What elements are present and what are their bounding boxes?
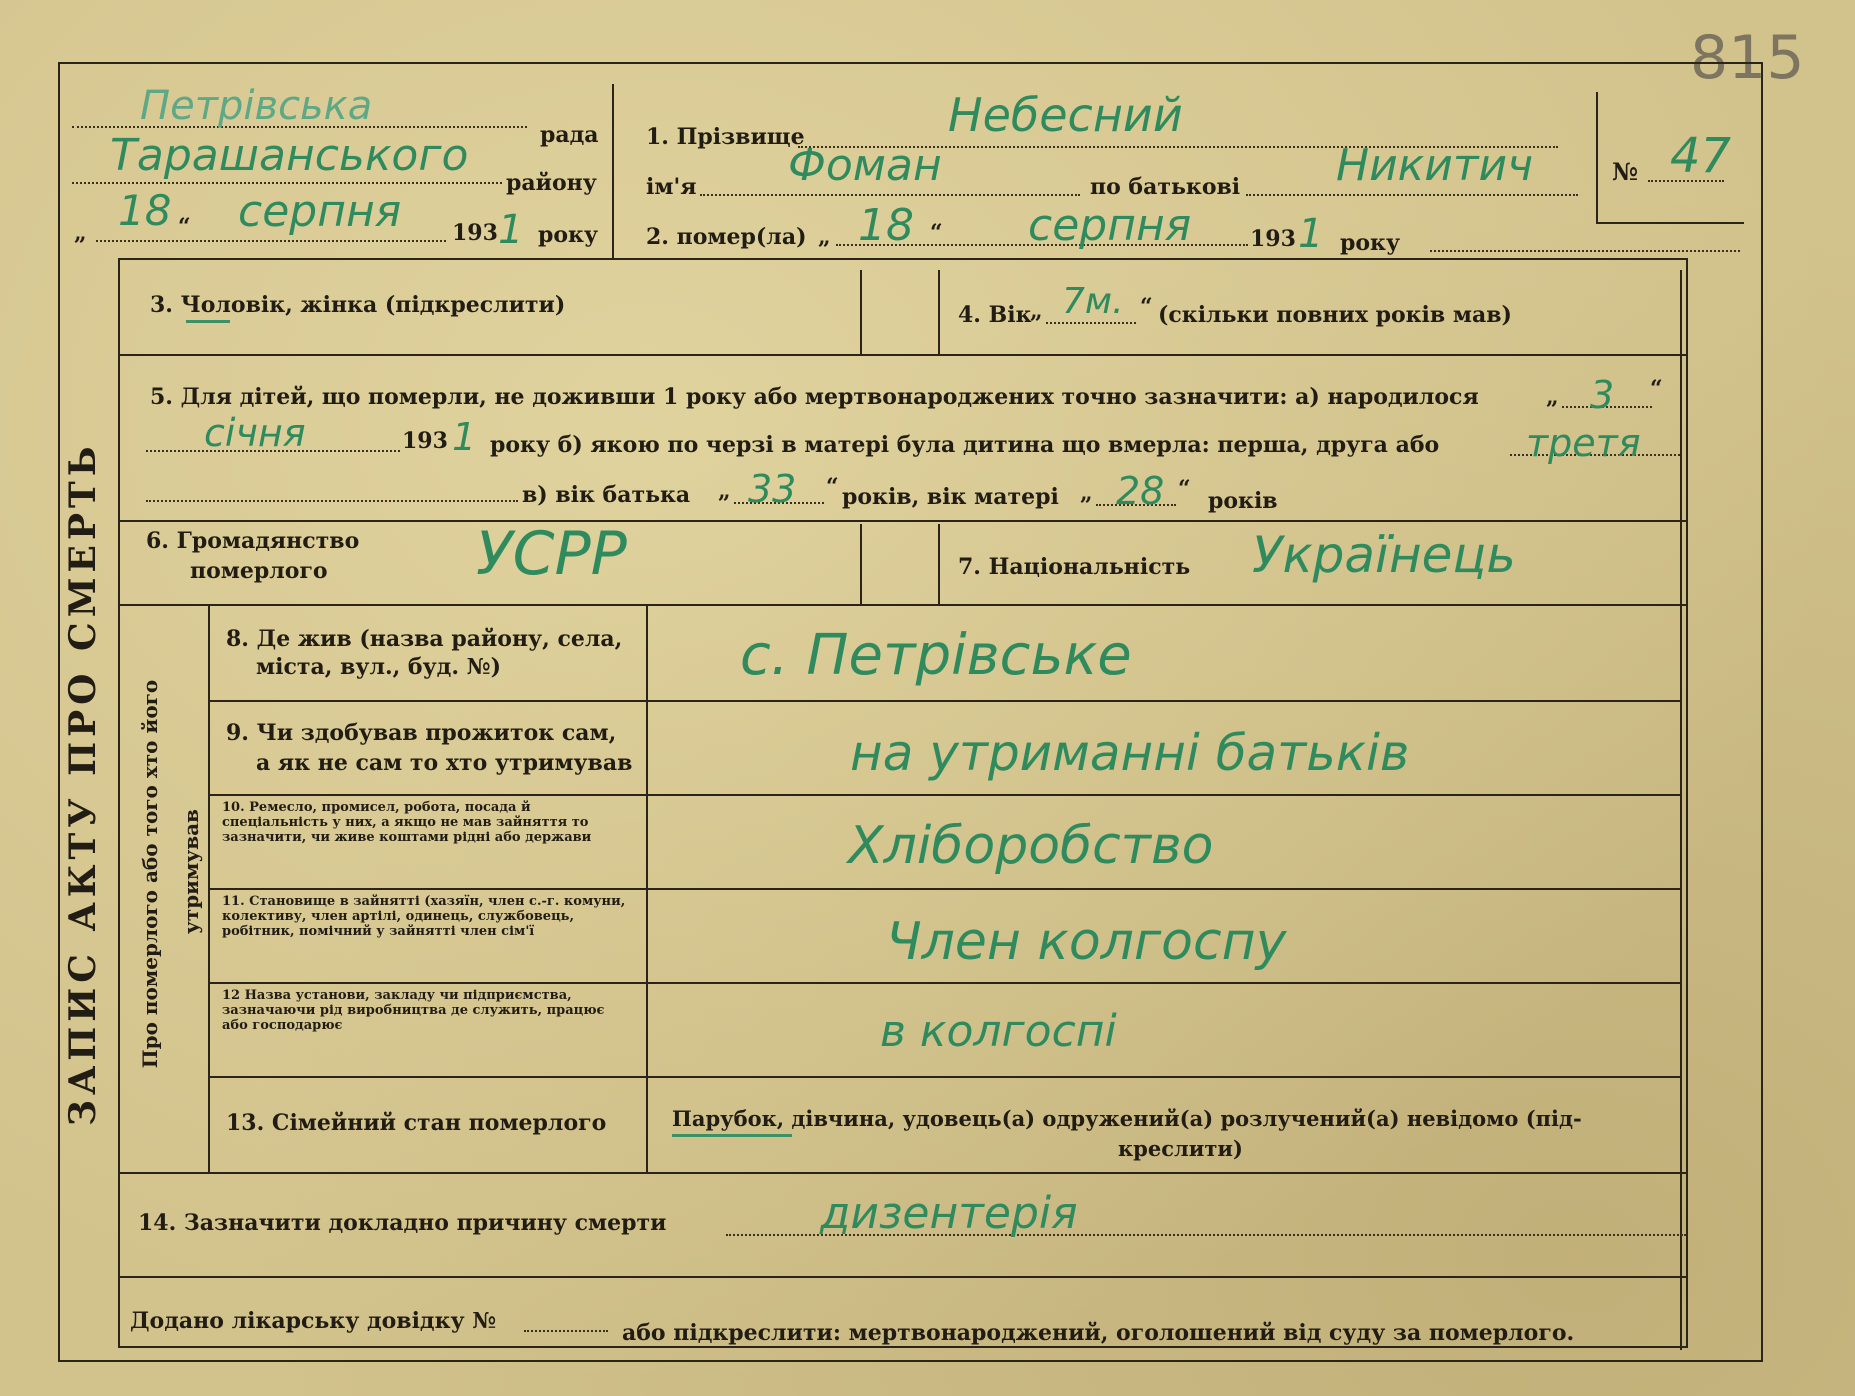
record-number-label: № [1612,157,1639,186]
row6-label-2: померлого [190,558,328,584]
occupation-value: Хліборобство [848,816,1214,876]
workplace-value: в колгоспі [880,1006,1117,1057]
footer-suffix: або підкреслити: мертвонароджений, оголошений від суду за померлого. [622,1320,1575,1346]
record-number-value: 47 [1670,128,1732,184]
row4-label-prefix: 4. Вік [958,302,1032,328]
side-subtitle-2: утримував [179,809,203,934]
district-value: Тарашанського [110,130,469,181]
header-year-prefix: 193 [452,220,498,246]
cause-of-death-value: дизентерія [820,1188,1078,1239]
died-day: 18 [858,200,914,251]
header-open-quote: „ [74,220,87,246]
row5-year-digit: 1 [452,415,477,459]
row12-label: 12 Назва установи, закладу чи підприємства, зазначаючи рід виробництва де служить, працює або господарює [222,988,605,1033]
child-order-value: третя [1526,421,1641,465]
death-record-form: 815 ЗАПИС АКТУ ПРО СМЕРТЬ Про померлого або того хто його утримував Петрівська рада Тарашанського району „ 18 “ серпня 193 1 року 1. Прізвище Небесний ім'я Фоман по батькові Никитич 2. помер(ла) „ 18 “ серпня 193 1 року № 47 3. Чоловік, жінка (підкреслити) 4. Вік „ 7м. “ (скільки повних років мав) 5. Для дітей, що померли, не доживши 1 року або мертвонароджених точно зазначити: а) народилося „ 3 “ січня 193 1 року б) якою по черзі в матері була дитина що вмерла: перша, друга або третя в) вік батька „ 33 “ років, вік матері „ 28 “ років 6. Громадянство померлого УСРР 7. Національність Українець 8. Де жив (назва району, села, міста, вул., буд. №) с. Петрівське 9. Чи здобував прожиток сам, а як не сам то хто утримував на утриманні батьків 10. Ремесло, промисел, робота, посада й спеціальність у них, а якщо не мав зайняття то зазначити, чи живе коштами рідні або держави Хліборобство 11. Становище в зайнятті (хазяїн, член с.-г. комуни, колективу, член артілі, одинець, службовець, робітник, помічний у зайнятті член сім'ї Член колгоспу 12 Назва установи, закладу чи підприємства, зазначаючи рід виробництва де служить, працює або господарює в колгоспі 13. Сімейний стан померлого Парубок, дівчина, удовець(а) одружений(а) розлучений(а) невідомо (під- креслити) 14. Зазначити докладно причину смерти дизентерія Додано лікарську довідку № або підкреслити: мертвонароджений, оголошений від суду за померлого. [0,0,1855,1396]
age-value: 7м. [1062,281,1124,322]
row5-line3-b: років, вік матері [842,484,1059,510]
row3-label: 3. Чоловік, жінка (підкреслити) [150,292,566,318]
name-label: ім'я [646,174,697,200]
row9-label-1: 9. Чи здобував прожиток сам, [226,720,617,746]
row5-line1: 5. Для дітей, що померли, не доживши 1 року або мертвонароджених точно зазначити: а) народилося [150,384,1479,410]
header-month: серпня [238,186,402,237]
row13-options-2: креслити) [1118,1136,1243,1161]
row13-options-1: Парубок, дівчина, удовець(а) одружений(а) розлучений(а) невідомо (під- [672,1106,1582,1131]
header-day: 18 [118,186,172,235]
row8-label-1: 8. Де жив (назва району, села, [226,626,623,652]
father-age: 33 [748,467,797,511]
row6-label-1: 6. Громадянство [146,528,360,554]
row9-label-2: а як не сам то хто утримував [256,750,633,776]
header-year-label: року [538,222,599,248]
residence-value: с. Петрівське [740,623,1132,688]
header-year-digit: 1 [498,207,524,253]
surname-label: 1. Прізвище [646,124,805,150]
row10-label: 10. Ремесло, промисел, робота, посада й спеціальність у них, а якщо не мав зайняття то зазначити, чи живе коштами рідні або держави [222,800,592,845]
row7-label: 7. Національність [958,554,1191,580]
nationality-value: Українець [1252,526,1516,584]
surname-value: Небесний [948,88,1183,142]
died-month: серпня [1028,200,1192,251]
row13-underline [672,1134,792,1137]
row4-label-suffix: (скільки повних років мав) [1158,302,1512,328]
row14-label: 14. Зазначити докладно причину смерти [138,1210,667,1236]
patronymic-value: Никитич [1336,140,1534,191]
row8-label-2: міста, вул., буд. №) [256,654,501,680]
born-day: 3 [1590,373,1615,417]
citizenship-value: УСРР [476,519,627,589]
died-year-digit: 1 [1298,211,1324,257]
row3-underline [186,320,230,323]
died-year-prefix: 193 [1250,226,1296,252]
footer-prefix: Додано лікарську довідку № [130,1308,497,1334]
died-year-label: року [1340,230,1401,256]
died-label: 2. помер(ла) [646,224,807,250]
born-month: січня [204,411,306,455]
row5-year-prefix: 193 [402,428,448,454]
name-value: Фоман [788,140,942,191]
council-label: рада [540,122,599,148]
side-title: ЗАПИС АКТУ ПРО СМЕРТЬ [62,441,104,1126]
mother-age: 28 [1116,469,1165,513]
row13-label: 13. Сімейний стан померлого [226,1110,607,1136]
row11-label: 11. Становище в зайнятті (хазяїн, член с.-г. комуни, колективу, член артілі, одинець, службовець, робітник, помічний у зайнятті член сім'ї [222,894,626,939]
employment-status-value: Член колгоспу [886,912,1287,972]
patronymic-label: по батькові [1090,174,1241,200]
council-value: Петрівська [140,83,373,129]
row5-line3-c: років [1208,488,1278,514]
row5-line2: року б) якою по черзі в матері була дитина що вмерла: перша, друга або [490,432,1440,458]
livelihood-value: на утриманні батьків [850,724,1410,782]
district-label: району [506,170,597,196]
archive-number: 815 [1690,23,1805,93]
side-subtitle-1: Про померлого або того хто його [138,679,162,1069]
row5-line3-a: в) вік батька [522,482,691,508]
